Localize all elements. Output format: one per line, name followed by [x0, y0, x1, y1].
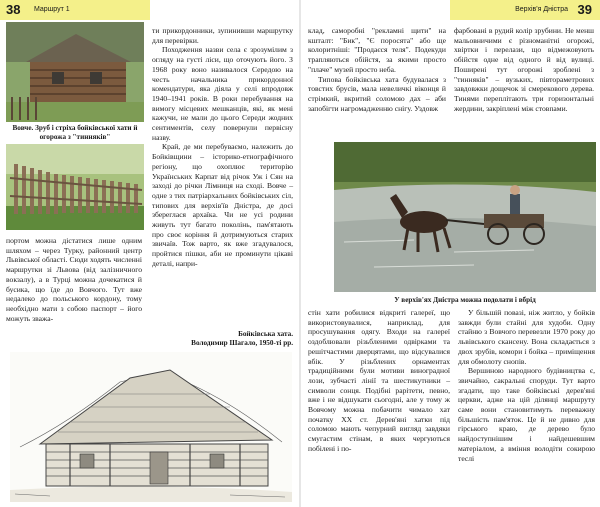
left-running-title: Маршрут 1 — [34, 6, 70, 13]
drawing-boyko-hut — [10, 352, 292, 502]
drawing-caption-title: Бойківська хата. — [238, 330, 293, 338]
paragraph: Типова бойківська хата будувалася з товстих брусів, мала невеличкі віконця й стрімкий, вкритий соломою дах – аби запобігти нагромадженню снігу. Уздовж — [308, 74, 446, 113]
paragraph: фарбовані в рудий колір зрубини. Не менш мальовничими є різноманітні огорожі, хвіртки і перелази, що відмежовують обійстя одне від одного й від вулиці. Поширені тут огорожі зроблені з "тинняків" – вузьких, півтораметрових завдовжки дощечок зі смерекового дерева. Тинями переплітають три горизонтальні жердини, закріплені між стовпами. — [454, 26, 594, 113]
paragraph: Вершиною народного будівництва є, звичайно, сакральні споруди. Тут варто згадати, що таке бойківські дерев'яні церкви, адже на цій ділянці маршруту саме вони становитимуть переважну більшість пам'яток. Це й не дивно для гірського краю, де дерево було найдоступнішим і найдешевшим матеріалом, а вміння володіти сокирою теслі — [458, 366, 595, 463]
paragraph: ти прикордонники, зупинивши маршрутку для перевірки. — [152, 26, 293, 45]
paragraph: портом можна дістатися лише одним шляхом – через Турку, районний центр Львівської області. Сюди ходять численні маршрутки зі Львова (від залізничного вокзалу), а в Турці можна дочекатися й бусика, що їде до Вовчого. Тут вже недалеко до польського кордону, тому необхідно мати з собою паспорт – його можуть зважа- — [6, 236, 142, 323]
left-column-2 — [152, 26, 293, 269]
drawing-caption — [152, 330, 293, 348]
paragraph: У більшій повазі, ніж житло, у бойків завжди були стайні для худоби. Одну стайню з Вовчого перевезли 1970 року до львівського скансену. Вона складається з двох зрубів, комори і бойка – приміщення для обмолоту снопів. — [458, 308, 595, 366]
right-column-1 — [308, 26, 446, 113]
right-running-title: Верхів'я Дністра — [515, 6, 568, 13]
right-page-number: 39 — [577, 2, 592, 17]
paragraph: стін хати робилися відкриті галереї, що використовувалися, наприклад, для просушування одягу. Входи на галереї оздоблювали різьбленими одвірками та решітчастими дверцятами, що відсувалися вбік. У різьблених орнаментах традиційними були мотиви виноградної лози, зубчасті лінії та шестикутники – символи сонця. Подібні рарітети, певно, вже і не відшукати сьогодні, але у тому ж Вовчому можна побачити чимало хат початку XX ст. Дерев'яні хатки під соломою мають чепурний вигляд завдяки смугастим стінам, в яких чергуються побілені і по- — [308, 308, 450, 453]
photo-horse-cart-river — [334, 142, 596, 292]
left-page-number: 38 — [6, 2, 21, 17]
paragraph: клад, саморобні "рекламні щити" на кшталт: "Бик", "Є поросята" або ще колоритніші: "Продаєся теля". Подекуди трапляються обійстя, за якими просто "плаче" музей просто неба. — [308, 26, 446, 74]
photo-wooden-fence — [6, 144, 144, 230]
right-column-2 — [454, 26, 594, 113]
right-column-4 — [458, 308, 595, 463]
paragraph: Край, де ми перебуваємо, належить до Бойківщини – історико-етнографічного регіону, що охоплює територію Українських Карпат від річок Уж і Сян на заході до річки Лімниця на сході. Вовче – одне з тих патріархальних бойківських сіл, типових для верхів'їв Дністра, де досі збереглася архаїка. Чи не усі родини живуть тут багато поколінь, пам'ятають про своє коріння й дотримуються старих звичаїв. Тож варто, як вже згадувалося, пройтися пішки, аби не проминути цікаві деталі, напри- — [152, 142, 293, 268]
paragraph: Походження назви села є зрозумілим з огляду на густі ліси, що оточують його. З 1968 року воно називалося Середою на честь начальника прикордонної комендатури, яка діяла у селі впродовж 1940–1941 років. В роки перебування на вимогу місцевих мешканців, які, як мені кажучи, не мали до цього Середи жодних сентиментів, селу повернули первісну назву. — [152, 45, 293, 142]
right-column-3 — [308, 308, 450, 454]
left-photo-caption: Вовче. Зруб і стріха бойківської хати й огорожа з "тинняків" — [12, 124, 138, 141]
left-header-bar — [0, 0, 150, 20]
right-page — [300, 0, 600, 507]
right-photo-caption: У верхів'ях Дністра можна подолати і вбрід — [394, 296, 536, 304]
left-column-1 — [6, 236, 142, 323]
photo-hut-fence — [6, 22, 144, 122]
drawing-caption-author: Володимир Шагало, 1950-ті рр. — [191, 339, 293, 347]
